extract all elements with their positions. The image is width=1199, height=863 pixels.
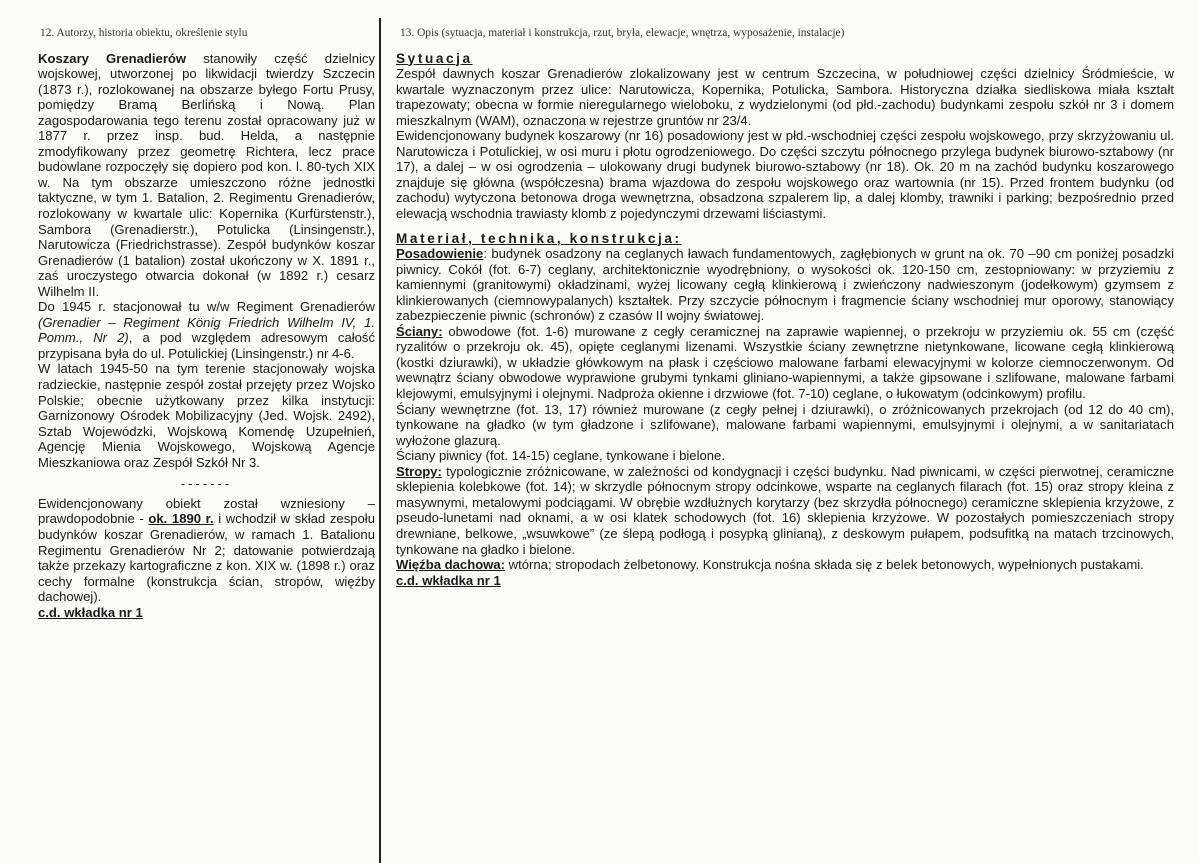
history-paragraph-2 [38,299,375,361]
foundation-label: Posadowienie [396,246,484,262]
situation-paragraph-2: Ewidencjonowany budynek koszarowy (nr 16) posadowiony jest w płd.-wschodniej części zespołu wojskowego, przy skrzyżowaniu ul. Narutowicza i Potulickiej, w osi muru i płotu ogrodzeniowego. Do części szczytu północnego przylega budynek biurowo-sztabowy (nr 17), a dalej – w osi ogrodzenia – ulokowany drugi budynek biurowo-sztabowy (nr 18). Ok. 20 m na zachód budynku koszarowego znajduje się główna (współczesna) brama wjazdowa do zespołu wojskowego oraz wartownia (nr 15). Przed frontem budynku (od zachodu) wytyczona betonowa droga wewnętrzna, obsadzona szpalerem lip, a dalej klomby, trawniki i parking; bezpośrednio przed elewacją wschodnia trawiasty klomb z pojedynczymi drzewami liściastymi. [396,128,1174,222]
dating-paragraph-a: Ewidencjonowany obiekt został wzniesiony – prawdopodobnie - [38,495,375,527]
continued-note-right: c.d. wkładka nr 1 [396,572,501,588]
ceilings-text: typologicznie zróżnicowane, w zależności od kondygnacji i części budynku. Nad piwnicami, w części pierwotnej, ceramiczne sklepienia kolebkowe (fot. 14); w skrzydle północnym stropy odcinkowe, wsparte na ceglanych filarach (fot. 15) oraz stropy kleina z masywnymi, metalowymi podciągami. W obrębie wzdłużnych korytarzy (bez skrzydła północnego) ceramiczne sklepienia krzyżowe, z pseudo-lunetami nad oknami, a w osi klatek schodowych (fot. 16) sklepienia krzyżowe. W pozostałych pomieszczeniach stropy drewniane, belkowe, „wsuwkowe” (ze ślepą podłogą i posypką glinianą), z deskowym pułapem, podsufitką na matach trzcinowych, tynkowane na gładko i bielone. [396,463,1174,557]
continued-note: c.d. wkładka nr 1 [38,604,143,620]
history-paragraph-2-a: Do 1945 r. stacjonował tu w/w Regiment Grenadierów [38,299,375,315]
section-12-header: 12. Autorzy, historia obiektu, określenie stylu [40,27,248,39]
history-paragraph-2-b: , a pod względem adresowym całość przypisana była do ul. Potulickiej (Linsingenstr.) nr 4-6. [38,330,376,361]
basement-walls-paragraph: Ściany piwnicy (fot. 14-15) ceglane, tynkowane i bielone. [396,448,725,464]
dating-paragraph-b: i wchodził w skład zespołu budynków koszar Grenadierów, w ramach 1. Batalionu Regimentu Grenadierów Nr 2; datowanie potwierdzają także przekazy kartograficzne z kon. XIX w. (1898 r.) oraz cechy formalne (konstrukcja ścian, stropów, więźby dachowej). [38,511,375,605]
history-paragraph-1-text: stanowiły część dzielnicy wojskowej, utworzonej po likwidacji twierdzy Szczecin (1873 r.), rozlokowanej na obszarze byłego Fortu Prusy, pomiędzy Bramą Berlińską i Nową. Plan zagospodarowania tego terenu został opracowany już w 1877 r. przez insp. bud. Helda, a następnie zmodyfikowany przez geometrę Richtera, lecz prace budowlane rozpoczęły się dopiero pod kon. l. 80-tych XIX w. Na tym obszarze umieszczono różne jednostki taktyczne, w tym 1. Batalion, 2. Regimentu Grenadierów, rozlokowany w kwartale ulic: Kopernika (Kurfürstenstr.), Sambora (Grenadierstr.), Potulicka (Linsingenstr.), Narutowicza (Friedrichstrasse). Zespół budynków koszar Grenadierów (1 batalion) został ukończony w X. 1891 r., zaś uroczystego otwarcia dokonał (w 1892 r.) cesarz Wilhelm II. [38,50,375,299]
section-13-header: 13. Opis (sytuacja, materiał i konstrukcja, rzut, bryła, elewacje, wnętrza, wyposażenie, instalacje) [400,27,845,39]
roof-text: wtórna; stropodach żelbetonowy. Konstrukcja nośna składa się z belek betonowych, wypełnionych pustakami. [505,557,1144,573]
roof-label: Więźba dachowa: [396,557,506,573]
history-paragraph-3: W latach 1945-50 na tym terenie stacjonowały wojska radzieckie, następnie zespół został przejęty przez Wojsko Polskie; obecnie użytkowany przez kilka instytucji: Garnizonowy Ośrodek Mobilizacyjny (Jed. Wojsk. 2492), Sztab Wojewódzki, Wojskową Komendę Uzupełnień, Agencję Mienia Wojskowego, Wojskową Agencje Mieszkaniowa oraz Zespół Szkół Nr 3. [38,361,375,470]
regiment-full-name: (Grenadier – Regiment König Friedrich Wilhelm IV, 1. Pomm., Nr 2) [38,314,375,346]
situation-paragraph-1: Zespół dawnych koszar Grenadierów zlokalizowany jest w centrum Szczecina, w południowej części dzielnicy Śródmieście, w kwartale wyznaczonym przez ulice: Narutowicza, Kopernika, Potulicka, Sambora. Historyczna działka siedliskowa miała kształt trapezowaty; obecna w formie nieregularnego wieloboku, z wydzielonymi (od płd.-zachodu) budynkami zespołu szkół nr 3 i domem mieszkalnym (WAM), oznaczona w rejestrze gruntów nr 23/4. [396,66,1174,128]
ceilings-paragraph [396,464,1174,557]
ceilings-label: Stropy: [396,463,442,479]
foundation-text: : budynek osadzony na ceglanych ławach fundamentowych, zagłębionych w grunt na ok. 70 –90 cm poniżej posadzki piwnicy. Cokół (fot. 6-7) ceglany, architektonicznie wyodrębniony, o wysokości ok. 120-150 cm, zestopniowany: w przyziemiu z kamiennymi (granitowymi) okładzinami, wyżej licowany cegłą klinkierową i zwieńczony nadwieszonym (jodełkowym) gzymsem z klinkierowanych (ciemnowypalanych) kształtek. Przy szczycie północnym i fragmencie ściany wschodniej mur oporowy, stanowiący zabezpieczenie piwnic (schronów) z czasów II wojny światowej. [396,246,1174,324]
left-column [38,26,375,620]
walls-paragraph [396,324,1174,402]
internal-walls-paragraph: Ściany wewnętrzne (fot. 13, 17) również murowane (z cegły pełnej i dziurawki), o zróżnicowanych przekrojach (od 12 do 40 cm), tynkowane na gładko (w tym gładzone i szlifowane), malowane farbami wapiennymi, emulsyjnymi i olejnymi, a w sanitariatach wyłożone glazurą. [396,401,1174,448]
column-divider [379,18,381,863]
right-column [396,26,1174,588]
material-heading: Materiał, technika, konstrukcja: [396,230,682,246]
history-paragraph-1 [38,51,375,300]
walls-label: Ściany: [396,323,443,339]
separator: ------- [180,476,233,492]
dating-paragraph [38,496,375,605]
construction-date: ok. 1890 r. [148,511,214,527]
subject-name: Koszary Grenadierów [38,50,187,66]
roof-paragraph [396,557,1174,573]
foundation-paragraph [396,246,1174,324]
sytuacja-heading: Sytuacja [396,50,473,66]
walls-text: obwodowe (fot. 1-6) murowane z cegły ceramicznej na zaprawie wapiennej, o przekroju w przyziemiu ok. 55 cm (część ryzalitów o przekroju ok. 45), opięte ceglanymi lizenami. Wszystkie ściany zewnętrzne nietynkowane, licowane cegłą klinkierową (kostki dziurawki), w układzie główkowym na płask i częściowo malowane farbami elewacyjnymi w kolorze ciemnoczerwonym. Od wewnątrz ściany obwodowe wyprawione grubymi tynkami gliniano-wapiennymi, a także gipsowane i szlifowane, malowane farbami klejowymi, emulsyjnymi i olejnymi. Nadproża okienne i drzwiowe (fot. 7-10) ceglane, o łukowatym (odcinkowym) profilu. [396,323,1174,402]
